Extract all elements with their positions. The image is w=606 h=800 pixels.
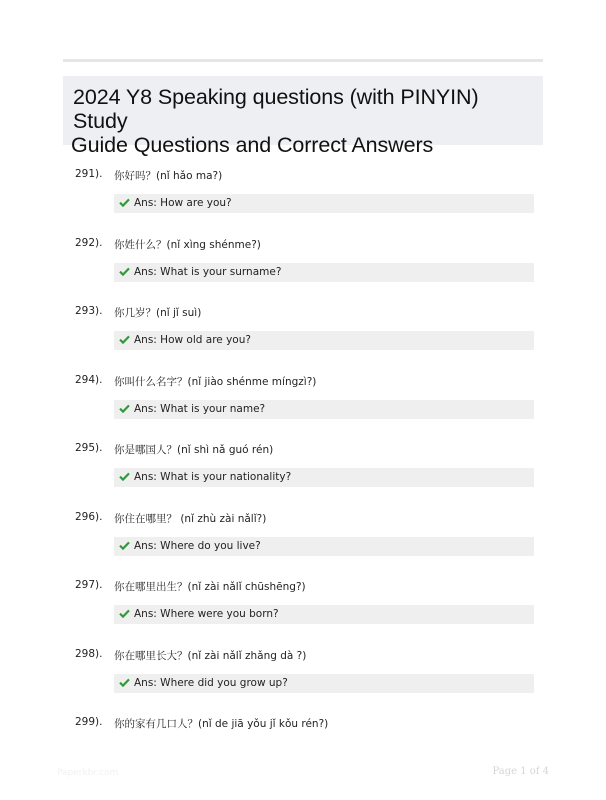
answer-text: Ans: Where do you live? xyxy=(134,539,261,552)
check-icon xyxy=(119,267,130,276)
check-icon xyxy=(119,678,130,687)
answer-text: Ans: How old are you? xyxy=(134,334,251,346)
question-text: 你几岁？(nǐ jǐ suì) xyxy=(114,307,202,319)
check-icon xyxy=(119,404,130,413)
question-number: 298). xyxy=(75,647,103,660)
answer-text: Ans: What is your surname? xyxy=(134,265,282,278)
answer-box xyxy=(114,263,534,282)
answer-text: Ans: How are you? xyxy=(134,197,232,209)
top-divider xyxy=(63,59,543,62)
question-text: 你姓什么？(nǐ xìng shénme?) xyxy=(114,238,261,251)
question-item xyxy=(0,440,606,509)
question-item xyxy=(0,509,606,578)
question-number: 294). xyxy=(75,373,103,386)
answer-text: Ans: What is your nationality? xyxy=(134,471,292,483)
question-text: 你好吗？(nǐ hǎo ma?) xyxy=(114,170,223,182)
question-text: 你在哪里长大？(nǐ zài nǎlǐ zhǎng dà ?) xyxy=(114,649,307,662)
answer-box xyxy=(114,331,534,350)
answer-text: Ans: Where did you grow up? xyxy=(134,676,288,689)
answer-text: Ans: Where were you born? xyxy=(134,608,279,620)
answer-box xyxy=(114,468,534,487)
question-item xyxy=(0,303,606,372)
answer-box xyxy=(114,674,534,693)
answer-box xyxy=(114,400,534,419)
check-icon xyxy=(119,198,130,207)
question-number: 296). xyxy=(75,510,103,523)
answer-box xyxy=(114,605,534,624)
question-item xyxy=(0,372,606,441)
answer-box xyxy=(114,537,534,556)
check-icon xyxy=(119,335,130,344)
title-banner xyxy=(63,76,543,157)
answer-text: Ans: What is your name? xyxy=(134,402,266,415)
check-icon xyxy=(119,541,130,550)
question-number: 292). xyxy=(75,236,103,249)
question-number: 299). xyxy=(75,716,103,728)
page-title-line-1: 2024 Y8 Speaking questions (with PINYIN) Study xyxy=(73,85,479,133)
question-item xyxy=(0,235,606,304)
page-title xyxy=(71,85,537,157)
page-title-line-2: Guide Questions and Correct Answers xyxy=(71,133,434,157)
question-list xyxy=(0,166,606,783)
question-number: 293). xyxy=(75,305,103,317)
question-text: 你是哪国人？(nǐ shì nǎ guó rén) xyxy=(114,444,274,456)
question-item xyxy=(0,646,606,715)
question-number: 291). xyxy=(75,168,103,180)
question-text: 你的家有几口人？(nǐ de jiā yǒu jǐ kǒu rén?) xyxy=(114,718,329,730)
check-icon xyxy=(119,609,130,618)
question-number: 295). xyxy=(75,442,103,454)
answer-box xyxy=(114,194,534,213)
question-text: 你住在哪里？ (nǐ zhù zài nǎlǐ?) xyxy=(114,512,267,525)
check-icon xyxy=(119,472,130,481)
question-text: 你在哪里出生？(nǐ zài nǎlǐ chūshēng?) xyxy=(114,581,306,593)
question-number: 297). xyxy=(75,579,103,591)
question-text: 你叫什么名字？(nǐ jiào shénme míngzì?) xyxy=(114,375,317,388)
question-item xyxy=(0,577,606,646)
footer-site: Paperkbr.com xyxy=(57,768,119,778)
page-number: Page 1 of 4 xyxy=(492,766,549,777)
question-item xyxy=(0,166,606,235)
